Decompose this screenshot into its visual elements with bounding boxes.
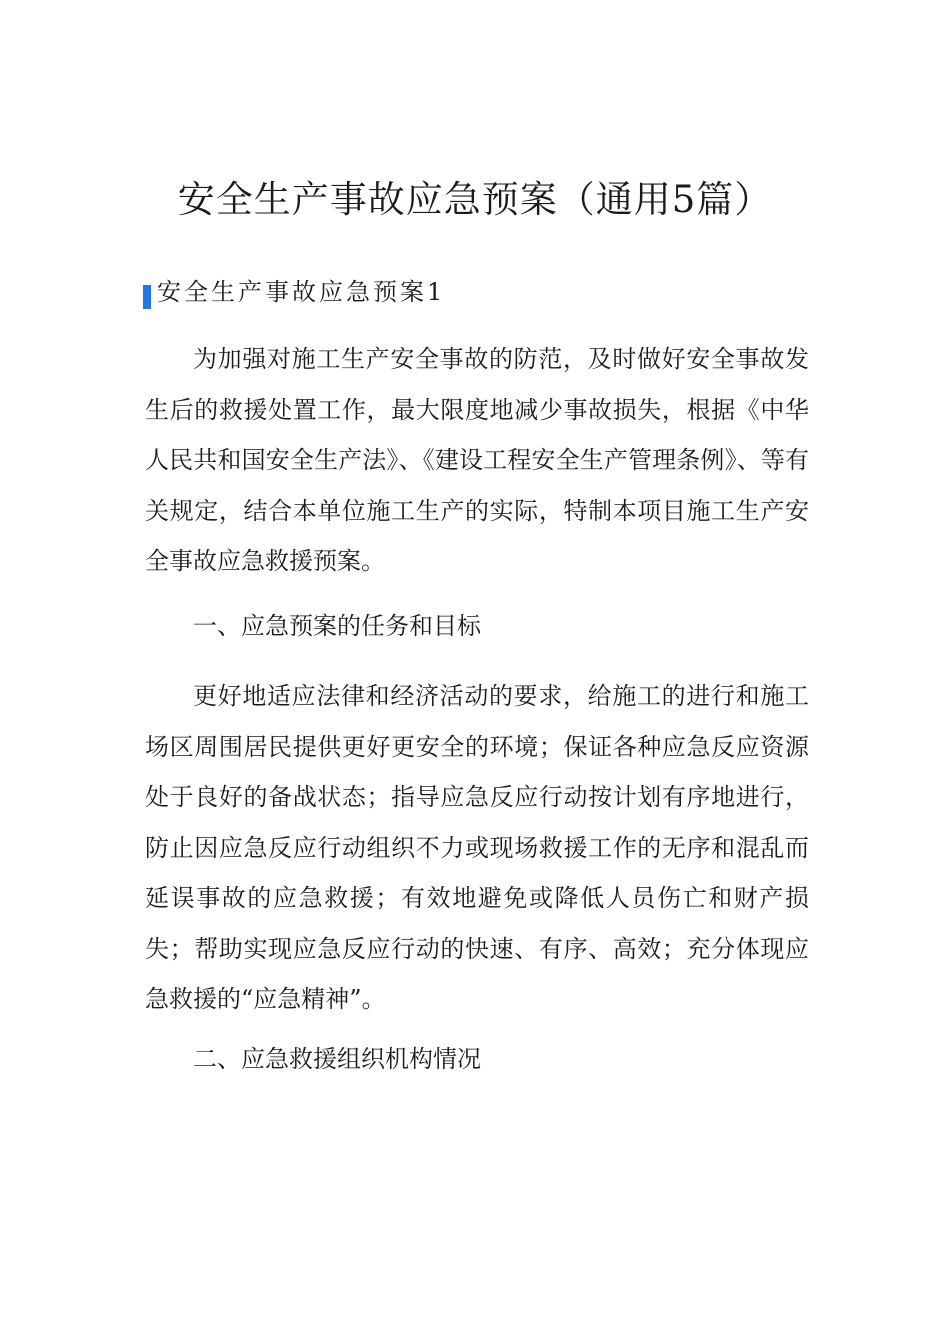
paragraph-task-goal: 更好地适应法律和经济活动的要求，给施工的进行和施工场区周围居民提供更好更安全的环境；保证各种应急反应资源处于良好的备战状态；指导应急反应行动按计划有序地进行，防止因应急反应行动组织不力或现场救援工作的无序和混乱而延误事故的应急救援；有效地避免或降低人员伤亡和财产损失；帮助实现应急反应行动的快速、有序、高效；充分体现应急救援的“应急精神”。 <box>145 682 809 1013</box>
paragraph-intro: 为加强对施工生产安全事故的防范，及时做好安全事故发生后的救援处置工作，最大限度地减少事故损失，根据《中华人民共和国安全生产法》、《建设工程安全生产管理条例》、等有关规定，结合本单位施工生产的实际，特制本项目施工生产安全事故应急救援预案。 <box>145 345 809 575</box>
section-heading-text: 安全生产事故应急预案1 <box>157 278 446 306</box>
subheading-task-goal: 一、应急预案的任务和目标 <box>193 612 481 640</box>
document-title: 安全生产事故应急预案（通用5篇） <box>177 177 773 221</box>
section-heading <box>143 274 445 310</box>
subheading-organization: 二、应急救援组织机构情况 <box>193 1045 481 1073</box>
section-marker <box>143 285 151 309</box>
